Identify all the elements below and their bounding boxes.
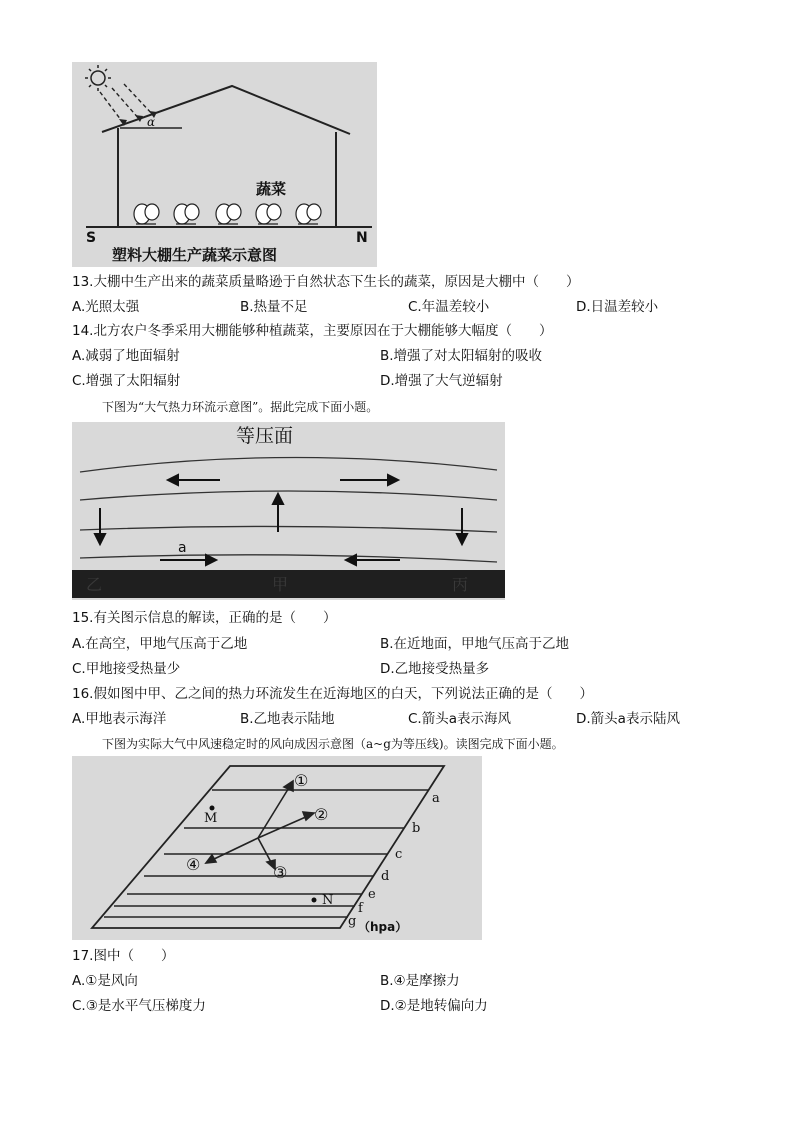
question-14-option-c[interactable]: C.增强了太阳辐射 xyxy=(72,373,181,389)
question-15-option-c[interactable]: C.甲地接受热量少 xyxy=(72,661,181,677)
question-17-option-c[interactable]: C.③是水平气压梯度力 xyxy=(72,998,206,1014)
question-16-option-b[interactable]: B.乙地表示陆地 xyxy=(240,711,335,727)
question-13-option-b[interactable]: B.热量不足 xyxy=(240,299,308,315)
isobar-label-a: a xyxy=(432,791,440,806)
greenhouse-figure xyxy=(72,62,377,267)
question-13-option-c[interactable]: C.年温差较小 xyxy=(408,299,490,315)
question-13-stem: 13.大棚中生产出来的蔬菜质量略逊于自然状态下生长的蔬菜，原因是大棚中（ ） xyxy=(72,274,580,290)
question-17-option-d[interactable]: D.②是地转偏向力 xyxy=(380,998,488,1014)
greenhouse-roof xyxy=(102,86,350,134)
isobar-label-c: c xyxy=(395,847,403,862)
question-14-option-b[interactable]: B.增强了对太阳辐射的吸收 xyxy=(380,348,543,364)
figure1-caption: 塑料大棚生产蔬菜示意图 xyxy=(112,246,278,264)
question-13-option-a[interactable]: A.光照太强 xyxy=(72,299,140,315)
isobar-label-d: d xyxy=(381,869,390,884)
thermal-circulation-figure xyxy=(72,422,505,600)
arrow-3-label: ③ xyxy=(273,863,288,882)
ground-label-bing: 丙 xyxy=(452,575,469,594)
isobar-label-b: b xyxy=(412,821,421,836)
vegetable-icons xyxy=(134,204,321,224)
point-m-marker xyxy=(210,806,215,811)
question-14-option-d[interactable]: D.增强了大气逆辐射 xyxy=(380,373,503,389)
question-15-option-d[interactable]: D.乙地接受热量多 xyxy=(380,661,490,677)
isobar-label-f: f xyxy=(358,901,363,916)
point-n-marker xyxy=(312,898,317,903)
arrow-1-label: ① xyxy=(294,771,309,790)
intro-figure-2: 下图为“大气热力环流示意图”。据此完成下面小题。 xyxy=(102,400,379,414)
pressure-unit-label: （hpa） xyxy=(358,920,408,934)
question-16-option-c[interactable]: C.箭头a表示海风 xyxy=(408,711,511,727)
isobar-label-g: g xyxy=(348,914,357,929)
ground-bar xyxy=(72,570,505,598)
sunlight-rays xyxy=(100,84,154,124)
greenhouse-diagram xyxy=(72,62,377,267)
question-17-option-a[interactable]: A.①是风向 xyxy=(72,973,138,989)
question-17-stem: 17.图中（ ） xyxy=(72,948,175,964)
question-16-option-d[interactable]: D.箭头a表示陆风 xyxy=(576,711,680,727)
point-m-label: M xyxy=(204,811,218,826)
question-16-stem: 16.假如图中甲、乙之间的热力环流发生在近海地区的白天，下列说法正确的是（ ） xyxy=(72,686,593,702)
question-15-stem: 15.有关图示信息的解读，正确的是（ ） xyxy=(72,610,337,626)
arrow-4-label: ④ xyxy=(186,855,201,874)
isobaric-surface-title: 等压面 xyxy=(236,425,294,447)
wind-forces-figure xyxy=(72,756,482,940)
arrow-2-label: ② xyxy=(314,805,329,824)
question-15-option-b[interactable]: B.在近地面，甲地气压高于乙地 xyxy=(380,636,570,652)
arrow-4 xyxy=(212,838,258,860)
question-13-option-d[interactable]: D.日温差较小 xyxy=(576,299,659,315)
ground-label-yi: 乙 xyxy=(86,575,103,594)
question-16-option-a[interactable]: A.甲地表示海洋 xyxy=(72,711,167,727)
ground-label-jia: 甲 xyxy=(272,575,289,594)
arrow-3 xyxy=(258,838,272,864)
point-n-label: N xyxy=(322,893,334,908)
question-17-option-b[interactable]: B.④是摩擦力 xyxy=(380,973,460,989)
question-14-stem: 14.北方农户冬季采用大棚能够种植蔬菜，主要原因在于大棚能够大幅度（ ） xyxy=(72,323,553,339)
angle-label: α xyxy=(147,115,156,129)
wind-forces-diagram xyxy=(72,756,482,940)
isobaric-lines xyxy=(80,457,497,562)
isobar-label-e: e xyxy=(368,887,376,902)
vegetable-label: 蔬菜 xyxy=(256,180,287,198)
question-15-option-a[interactable]: A.在高空，甲地气压高于乙地 xyxy=(72,636,248,652)
sun-icon xyxy=(85,65,111,91)
thermal-circulation-diagram xyxy=(72,422,505,600)
south-label: S xyxy=(86,230,97,246)
north-label: N xyxy=(356,230,368,246)
intro-figure-3: 下图为实际大气中风速稳定时的风向成因示意图（a~g为等压线)。读图完成下面小题。 xyxy=(102,737,564,751)
arrow-a-label: a xyxy=(178,540,187,556)
question-14-option-a[interactable]: A.减弱了地面辐射 xyxy=(72,348,180,364)
